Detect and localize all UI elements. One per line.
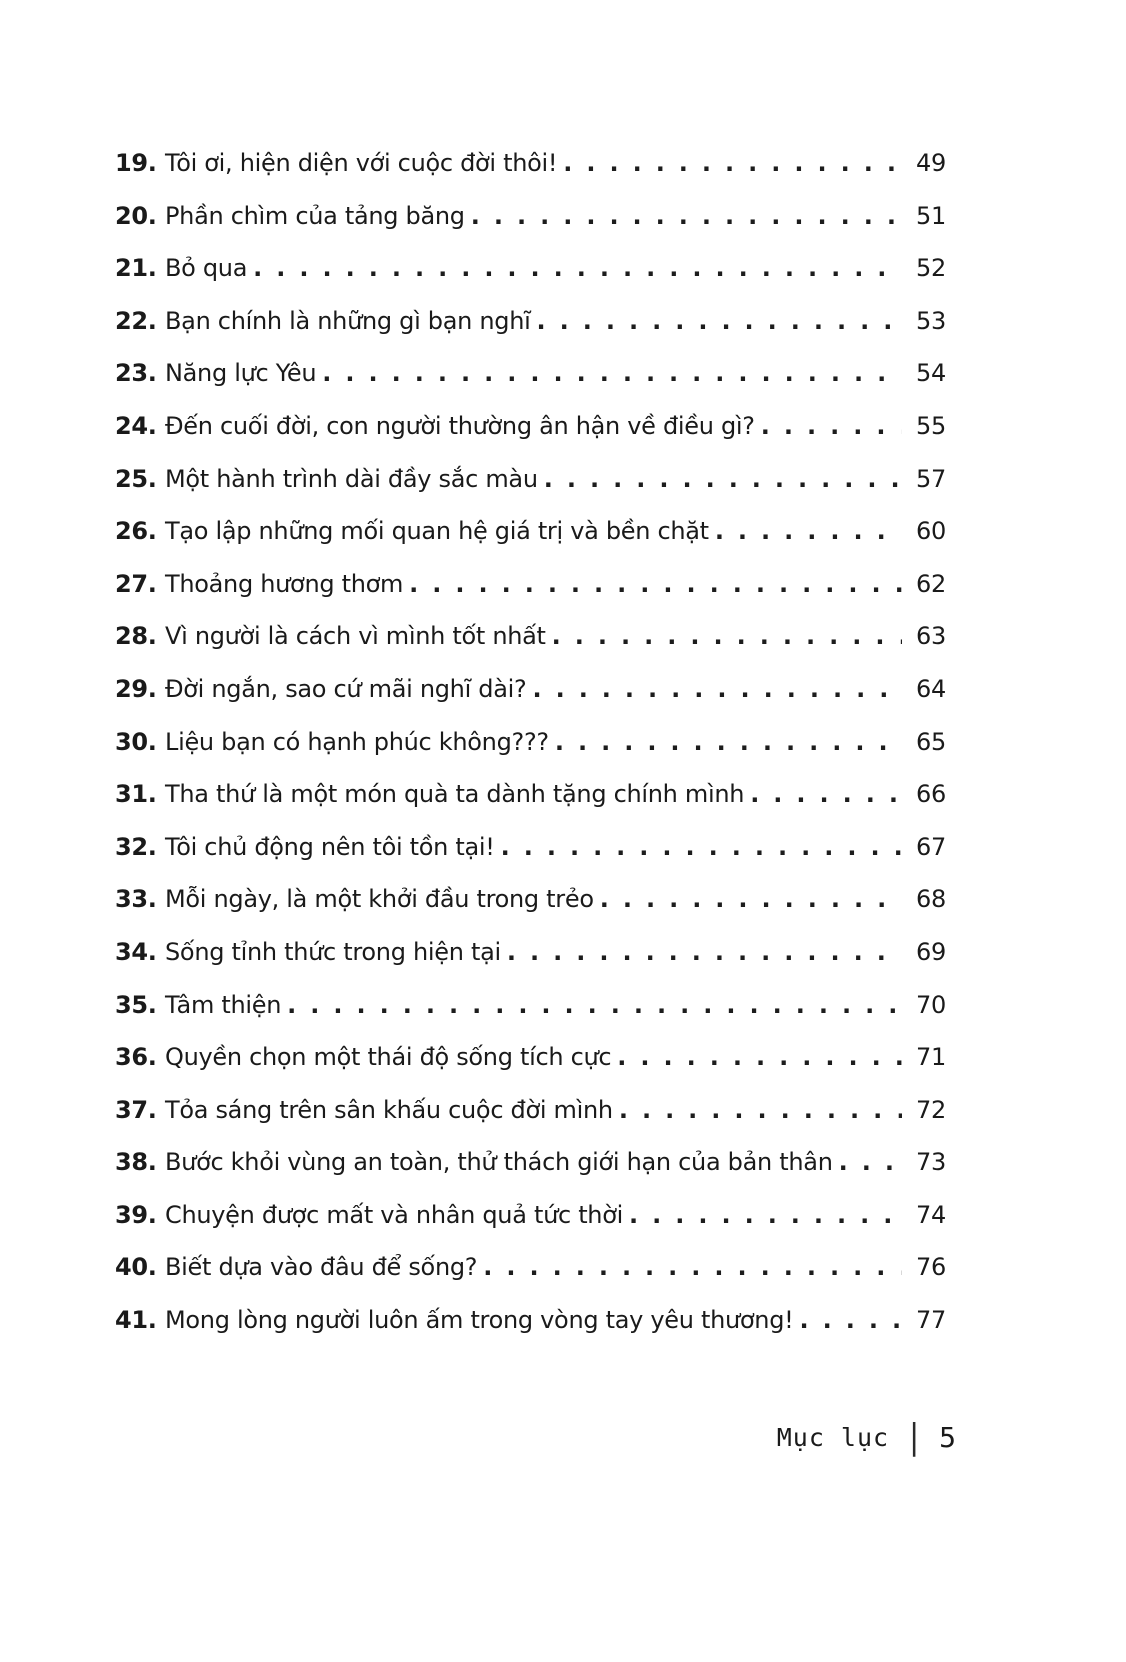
entry-page-number: 54	[916, 359, 946, 388]
dot-leader	[563, 150, 902, 178]
entry-page-number: 76	[916, 1253, 946, 1282]
entry-page-number: 74	[916, 1200, 946, 1229]
entry-title: Bước khỏi vùng an toàn, thử thách giới hạn của bản thân	[165, 1148, 833, 1177]
toc-entry	[115, 360, 946, 388]
entry-page-number: 67	[916, 832, 946, 861]
footer-section-label: Mục lục	[776, 1423, 890, 1452]
entry-title: Thoảng hương thơm	[165, 569, 404, 598]
toc-entry	[115, 1202, 946, 1230]
entry-title: Vì người là cách vì mình tốt nhất	[165, 622, 546, 651]
entry-title: Đời ngắn, sao cứ mãi nghĩ dài?	[165, 674, 527, 703]
entry-number: 40.	[115, 1253, 157, 1282]
entry-number: 33.	[115, 885, 157, 914]
entry-title: Sống tỉnh thức trong hiện tại	[165, 937, 501, 966]
entry-page-number: 69	[916, 937, 946, 966]
entry-number: 24.	[115, 411, 157, 440]
entry-page-number: 71	[916, 1043, 946, 1072]
entry-title: Đến cuối đời, con người thường ân hận về điều gì?	[165, 411, 755, 440]
entry-page-number: 57	[916, 464, 946, 493]
entry-number: 35.	[115, 990, 157, 1019]
entry-title: Mong lòng người luôn ấm trong vòng tay yêu thương!	[165, 1306, 794, 1335]
entry-number: 23.	[115, 359, 157, 388]
dot-leader	[617, 1044, 902, 1072]
toc-entry	[115, 308, 946, 336]
entry-page-number: 53	[916, 306, 946, 335]
entry-title: Mỗi ngày, là một khởi đầu trong trẻo	[165, 885, 594, 914]
toc-entry	[115, 939, 946, 967]
dot-leader	[715, 518, 902, 546]
entry-title: Phần chìm của tảng băng	[165, 201, 465, 230]
entry-title: Chuyện được mất và nhân quả tức thời	[165, 1200, 623, 1229]
dot-leader	[253, 255, 902, 283]
dot-leader	[799, 1307, 902, 1335]
entry-number: 37.	[115, 1095, 157, 1124]
entry-page-number: 77	[916, 1306, 946, 1335]
entry-title: Tôi ơi, hiện diện với cuộc đời thôi!	[165, 149, 558, 177]
entry-title: Một hành trình dài đầy sắc màu	[165, 464, 538, 493]
entry-number: 39.	[115, 1200, 157, 1229]
toc-entry	[115, 1307, 946, 1335]
dot-leader	[629, 1202, 902, 1230]
entry-title: Tâm thiện	[165, 990, 282, 1019]
dot-leader	[287, 992, 902, 1020]
toc-entry	[115, 676, 946, 704]
toc-entry	[115, 1254, 946, 1282]
entry-number: 29.	[115, 674, 157, 703]
footer-separator: |	[905, 1417, 924, 1458]
entry-number: 25.	[115, 464, 157, 493]
entry-number: 36.	[115, 1043, 157, 1072]
entry-number: 34.	[115, 937, 157, 966]
entry-page-number: 63	[916, 622, 946, 651]
page-footer	[776, 1417, 956, 1458]
toc-entry	[115, 466, 946, 494]
entry-title: Năng lực Yêu	[165, 359, 317, 388]
entry-page-number: 52	[916, 254, 946, 283]
entry-number: 26.	[115, 517, 157, 546]
entry-page-number: 51	[916, 201, 946, 230]
entry-page-number: 62	[916, 569, 946, 598]
toc-entry	[115, 1044, 946, 1072]
toc-entry	[115, 992, 946, 1020]
dot-leader	[537, 308, 903, 336]
entry-page-number: 72	[916, 1095, 946, 1124]
entry-title: Biết dựa vào đâu để sống?	[165, 1253, 478, 1282]
toc-entry	[115, 255, 946, 283]
entry-page-number: 68	[916, 885, 946, 914]
toc-entry	[115, 834, 946, 862]
toc-entry	[115, 413, 946, 441]
entry-number: 32.	[115, 832, 157, 861]
entry-number: 27.	[115, 569, 157, 598]
toc-entry	[115, 203, 946, 231]
toc-entry	[115, 571, 946, 599]
entry-title: Tha thứ là một món quà ta dành tặng chính mình	[165, 780, 745, 809]
entry-title: Bạn chính là những gì bạn nghĩ	[165, 306, 531, 335]
dot-leader	[619, 1097, 902, 1125]
toc-entry	[115, 1149, 946, 1177]
toc-entry	[115, 623, 946, 651]
dot-leader	[552, 623, 902, 651]
dot-leader	[532, 676, 902, 704]
toc-entry	[115, 1097, 946, 1125]
entry-title: Tạo lập những mối quan hệ giá trị và bền chặt	[165, 517, 709, 546]
toc-entry	[115, 150, 946, 178]
entry-title: Tỏa sáng trên sân khấu cuộc đời mình	[165, 1095, 613, 1124]
entry-title: Liệu bạn có hạnh phúc không???	[165, 727, 549, 756]
entry-number: 19.	[115, 149, 157, 177]
entry-number: 41.	[115, 1306, 157, 1335]
footer-page-number: 5	[939, 1421, 956, 1454]
entry-page-number: 65	[916, 727, 946, 756]
entry-page-number: 70	[916, 990, 946, 1019]
toc-entry	[115, 518, 946, 546]
dot-leader	[839, 1149, 902, 1177]
entry-page-number: 66	[916, 780, 946, 809]
entry-number: 20.	[115, 201, 157, 230]
entry-title: Quyền chọn một thái độ sống tích cực	[165, 1043, 612, 1072]
dot-leader	[471, 203, 902, 231]
dot-leader	[483, 1254, 902, 1282]
entry-page-number: 49	[916, 149, 946, 177]
entry-number: 31.	[115, 780, 157, 809]
dot-leader	[544, 466, 902, 494]
dot-leader	[761, 413, 902, 441]
dot-leader	[750, 781, 902, 809]
dot-leader	[409, 571, 902, 599]
toc-entry	[115, 729, 946, 757]
dot-leader	[600, 886, 902, 914]
dot-leader	[322, 360, 902, 388]
entry-page-number: 60	[916, 517, 946, 546]
toc-entry	[115, 781, 946, 809]
toc-list	[115, 150, 946, 1360]
entry-title: Tôi chủ động nên tôi tồn tại!	[165, 832, 495, 861]
entry-number: 30.	[115, 727, 157, 756]
entry-title: Bỏ qua	[165, 254, 248, 283]
entry-page-number: 64	[916, 674, 946, 703]
dot-leader	[501, 834, 902, 862]
entry-number: 22.	[115, 306, 157, 335]
dot-leader	[507, 939, 902, 967]
entry-number: 38.	[115, 1148, 157, 1177]
toc-entry	[115, 886, 946, 914]
entry-page-number: 73	[916, 1148, 946, 1177]
entry-page-number: 55	[916, 411, 946, 440]
entry-number: 21.	[115, 254, 157, 283]
entry-number: 28.	[115, 622, 157, 651]
dot-leader	[555, 729, 902, 757]
